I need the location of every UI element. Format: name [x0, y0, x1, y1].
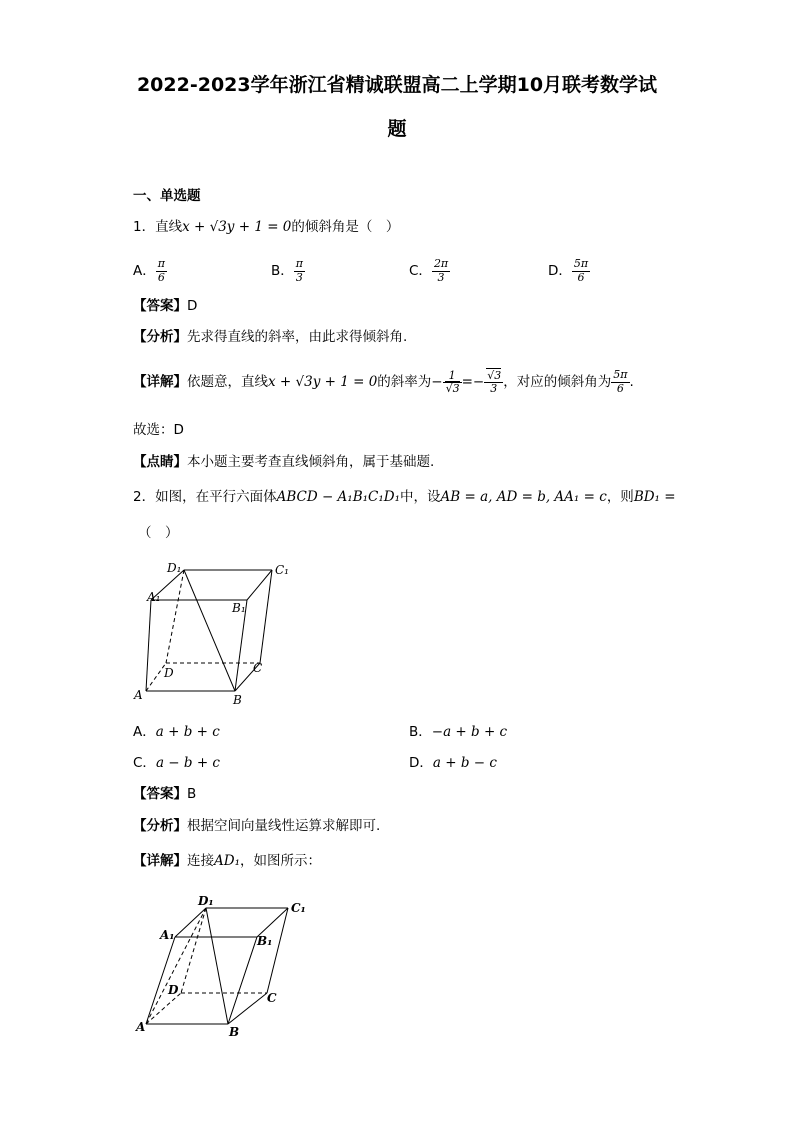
fig1-label-c: C — [253, 661, 263, 675]
q2-option-a-letter: A． — [133, 724, 156, 740]
q2-option-b — [409, 724, 507, 740]
q1-option-a-den: 6 — [157, 270, 165, 284]
q1-stem-suffix: 的倾斜角是（ ） — [291, 219, 400, 235]
q1-answer-tag: 【答案】 — [133, 298, 187, 314]
q1-option-c-num: 2π — [433, 257, 449, 270]
q2-analysis-tag: 【分析】 — [133, 818, 187, 834]
q1-option-a-num: π — [157, 257, 165, 270]
q2-stem-a: 如图，在平行六面体 — [155, 489, 277, 505]
q1-detail-angle-den: 6 — [616, 381, 624, 395]
fig1-label-a: A — [134, 688, 143, 702]
fig2-label-a1: A₁ — [160, 928, 175, 942]
q1-option-b — [271, 258, 305, 284]
q1-stem-prefix: 直线 — [155, 219, 183, 235]
fig1-label-c1: C₁ — [275, 563, 289, 577]
q1-number: 1． — [133, 219, 156, 235]
q2-paren: （ ） — [138, 525, 179, 541]
q2-solution-figure — [130, 890, 310, 1045]
q1-option-d-num: 5π — [573, 257, 589, 270]
q1-detail-b: 的斜率为 — [377, 374, 432, 391]
q2-parallelepiped-figure — [130, 558, 300, 708]
q1-option-a-letter: A． — [133, 263, 156, 280]
q2-option-c-letter: C． — [133, 755, 156, 771]
q2-option-b-expr: −a + b + c — [431, 724, 508, 740]
q2-target-vector: BD₁ = — [633, 489, 676, 505]
q1-detail-c: ，对应的倾斜角为 — [503, 374, 612, 391]
q2-stem-b: 中，设 — [400, 489, 441, 505]
document-title-line-2: 题 — [387, 118, 407, 140]
q2-option-a-expr: a + b + c — [155, 724, 220, 740]
q2-vector-defs: AB = a, AD = b, AA₁ = c — [440, 489, 607, 505]
q1-option-c-den: 3 — [437, 270, 445, 284]
fig1-label-b1: B₁ — [232, 601, 246, 615]
q1-detail: 【详解】依题意，直线x + √3y + 1 = 0的斜率为− $\frac{1}{√3}$ =− $\frac{√3}{3}$ ，对应的倾斜角为 $\frac{5\pi}{6}$ . — [133, 368, 634, 396]
fig2-label-a: A — [136, 1020, 146, 1034]
q2-stem — [133, 489, 676, 505]
q2-solid-name: ABCD − A₁B₁C₁D₁ — [276, 489, 401, 505]
fig2-label-b: B — [229, 1025, 240, 1039]
q2-option-d-expr: a + b − c — [432, 755, 497, 771]
q1-answer — [133, 298, 197, 314]
q1-option-d-letter: D． — [548, 263, 572, 280]
q2-analysis-text: 根据空间向量线性运算求解即可. — [187, 818, 381, 834]
q1-option-c — [409, 258, 450, 284]
section-heading: 一、单选题 — [133, 188, 201, 204]
q2-option-c — [133, 755, 220, 771]
q2-number: 2． — [133, 489, 156, 505]
fig1-label-b: B — [233, 693, 242, 707]
q1-analysis-text: 先求得直线的斜率，由此求得倾斜角. — [187, 329, 408, 345]
q1-point-tag: 【点睛】 — [133, 454, 187, 470]
q2-detail-b: ，如图所示： — [240, 853, 321, 869]
q1-detail-equation: x + √3y + 1 = 0 — [268, 374, 378, 391]
q1-analysis — [133, 329, 407, 345]
q1-conclusion: 故选：D — [133, 422, 184, 438]
q1-point — [133, 454, 434, 470]
q2-option-a — [133, 724, 220, 740]
q2-detail-segment: AD₁ — [214, 853, 240, 869]
q1-option-d — [548, 258, 590, 284]
fig2-label-c: C — [267, 991, 277, 1005]
q1-option-a — [133, 258, 167, 284]
q1-analysis-tag: 【分析】 — [133, 329, 187, 345]
q2-detail-a: 连接 — [187, 853, 214, 869]
q1-detail-angle-num: 5π — [613, 368, 628, 381]
q2-detail-tag: 【详解】 — [133, 853, 187, 869]
q1-answer-value: D — [187, 298, 198, 314]
q2-answer-value: B — [187, 786, 197, 802]
fig1-label-d: D — [164, 666, 174, 680]
q1-option-d-den: 6 — [577, 270, 585, 284]
q1-detail-a: 依题意，直线 — [187, 374, 268, 391]
fig1-label-d1: D₁ — [167, 561, 182, 575]
document-title-line-1: 2022-2023学年浙江省精诚联盟高二上学期10月联考数学试 — [136, 74, 658, 96]
q2-detail — [133, 853, 321, 869]
fig2-label-d: D — [168, 983, 179, 997]
q1-point-text: 本小题主要考查直线倾斜角，属于基础题. — [187, 454, 435, 470]
fig2-label-b1: B₁ — [257, 934, 273, 948]
q2-option-d — [409, 755, 497, 771]
q1-option-b-num: π — [295, 257, 303, 270]
fig2-label-d1: D₁ — [198, 894, 214, 908]
q1-stem — [133, 219, 399, 235]
q2-answer-tag: 【答案】 — [133, 786, 187, 802]
q1-option-b-letter: B． — [271, 263, 294, 280]
q2-option-d-letter: D． — [409, 755, 433, 771]
q1-detail-tag: 【详解】 — [133, 374, 187, 391]
fig1-label-a1: A₁ — [147, 590, 161, 604]
q1-option-b-den: 3 — [295, 270, 303, 284]
q1-slope-expression: − $\frac{1}{√3}$ =− $\frac{√3}{3}$ — [431, 368, 502, 396]
q1-option-c-letter: C． — [409, 263, 432, 280]
fig2-label-c1: C₁ — [291, 901, 306, 915]
q2-option-b-letter: B． — [409, 724, 432, 740]
q2-option-c-expr: a − b + c — [155, 755, 220, 771]
q1-equation: x + √3y + 1 = 0 — [182, 219, 292, 235]
q2-analysis — [133, 818, 380, 834]
q2-stem-c: ，则 — [606, 489, 634, 505]
q2-answer — [133, 786, 196, 802]
